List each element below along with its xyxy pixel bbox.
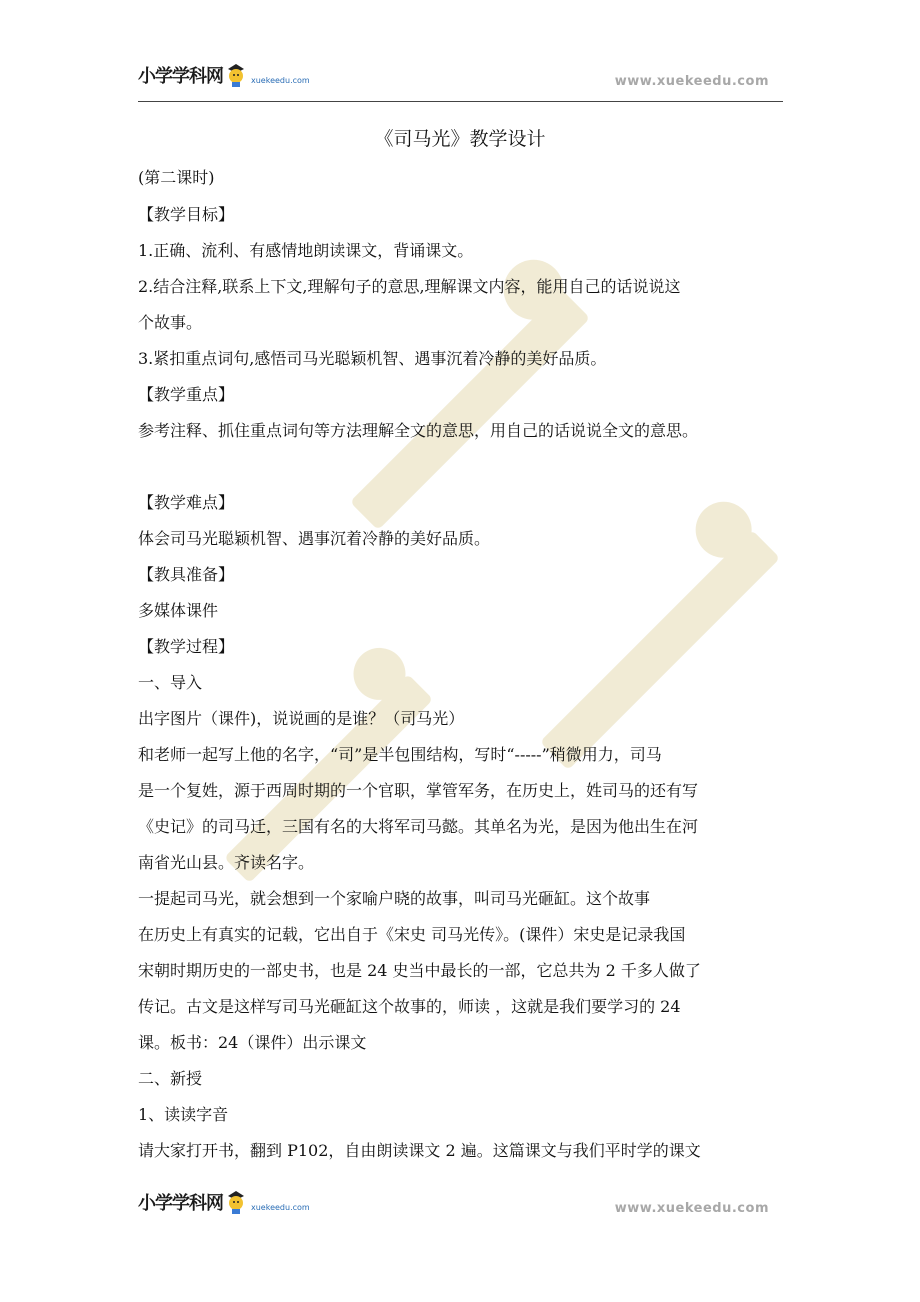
doc-line: 3.紧扣重点词句,感悟司马光聪颖机智、遇事沉着冷静的美好品质。 bbox=[138, 349, 607, 368]
header-divider bbox=[138, 101, 783, 102]
logo-subtext: xuekeedu.com bbox=[251, 1203, 310, 1212]
doc-line: 课。板书：24（课件）出示课文 bbox=[138, 1033, 367, 1052]
page-footer bbox=[138, 1189, 783, 1229]
doc-line: 一、导入 bbox=[138, 673, 203, 692]
logo-subtext: xuekeedu.com bbox=[251, 76, 310, 85]
logo-text: 小学学科网 bbox=[138, 1193, 223, 1214]
doc-line: 1.正确、流利、有感情地朗读课文，背诵课文。 bbox=[138, 241, 474, 260]
logo-text: 小学学科网 bbox=[138, 66, 223, 87]
watermark-logo bbox=[480, 470, 840, 830]
doc-line: 二、新授 bbox=[138, 1069, 203, 1088]
section-heading: 【教具准备】 bbox=[138, 565, 235, 584]
section-heading: 【教学目标】 bbox=[138, 205, 235, 224]
site-logo bbox=[138, 1189, 310, 1215]
site-url: www.xuekeedu.com bbox=[614, 1201, 769, 1216]
doc-line: 多媒体课件 bbox=[138, 601, 219, 620]
site-url: www.xuekeedu.com bbox=[614, 74, 769, 89]
doc-line: 宋朝时期历史的一部史书，也是 24 史当中最长的一部，它总共为 2 千多人做了 bbox=[138, 961, 701, 980]
section-heading: 【教学过程】 bbox=[138, 637, 235, 656]
page-title: 《司马光》教学设计 bbox=[374, 128, 546, 150]
doc-line: 是一个复姓，源于西周时期的一个官职，掌管军务，在历史上，姓司马的还有写 bbox=[138, 781, 699, 800]
page-header bbox=[138, 62, 783, 102]
doc-line: 南省光山县。齐读名字。 bbox=[138, 853, 315, 872]
doc-line: 参考注释、抓住重点词句等方法理解全文的意思，用自己的话说说全文的意思。 bbox=[138, 421, 699, 440]
doc-line: 1、读读字音 bbox=[138, 1105, 229, 1124]
doc-line: 在历史上有真实的记载，它出自于《宋史 司马光传》。(课件）宋史是记录我国 bbox=[138, 925, 686, 944]
doc-line: 出字图片（课件)，说说画的是谁？（司马光） bbox=[138, 709, 465, 728]
section-heading: 【教学重点】 bbox=[138, 385, 235, 404]
mascot-icon bbox=[225, 1189, 247, 1215]
mascot-icon bbox=[225, 62, 247, 88]
doc-line: 请大家打开书，翻到 P102，自由朗读课文 2 遍。这篇课文与我们平时学的课文 bbox=[138, 1141, 701, 1160]
doc-line: (第二课时) bbox=[138, 168, 215, 187]
doc-line: 一提起司马光，就会想到一个家喻户晓的故事，叫司马光砸缸。这个故事 bbox=[138, 889, 651, 908]
doc-line: 个故事。 bbox=[138, 313, 203, 332]
doc-line: 2.结合注释,联系上下文,理解句子的意思,理解课文内容，能用自己的话说说这 bbox=[138, 277, 681, 296]
watermark-logo bbox=[280, 200, 660, 620]
section-heading: 【教学难点】 bbox=[138, 493, 235, 512]
site-logo bbox=[138, 62, 310, 88]
doc-line: 体会司马光聪颖机智、遇事沉着冷静的美好品质。 bbox=[138, 529, 491, 548]
doc-line: 和老师一起写上他的名字，“司”是半包围结构，写时“-----”稍微用力，司马 bbox=[138, 745, 662, 764]
doc-line: 《史记》的司马迁，三国有名的大将军司马懿。其单名为光，是因为他出生在河 bbox=[138, 817, 699, 836]
doc-line: 传记。古文是这样写司马光砸缸这个故事的，师读 ，这就是我们要学习的 24 bbox=[138, 997, 681, 1016]
